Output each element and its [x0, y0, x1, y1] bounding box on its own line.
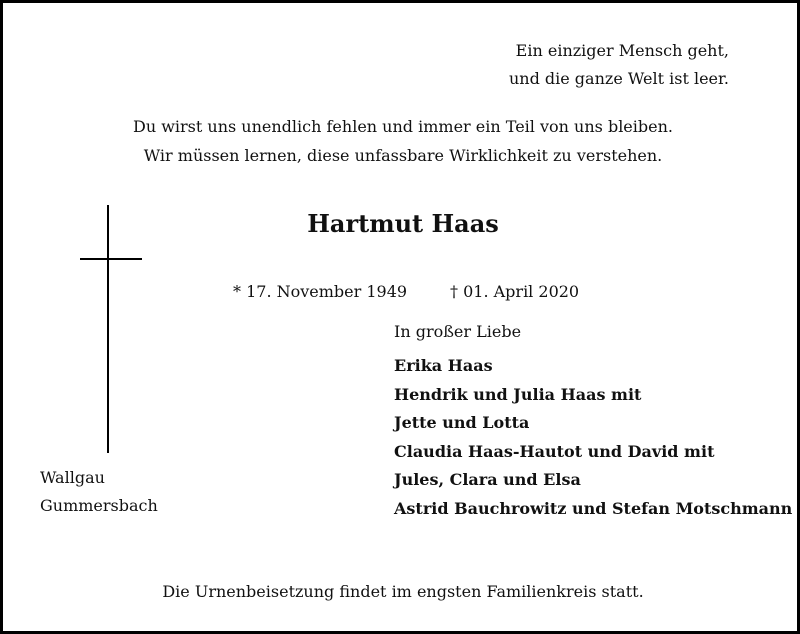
mourner-name: Astrid Bauchrowitz und Stefan Motschmann [394, 499, 793, 518]
cross-icon [107, 205, 109, 453]
mourner-name: Claudia Haas-Hautot und David mit [394, 442, 715, 461]
cross-icon-beam [80, 258, 142, 260]
verse-line-1: Du wirst uns unendlich fehlen und immer ein Teil von uns bleiben. [132, 117, 673, 136]
deceased-name: Hartmut Haas [307, 209, 499, 238]
mourners-intro: In großer Liebe [394, 322, 522, 341]
mourner-name: Jette und Lotta [394, 413, 530, 432]
birth-date: * 17. November 1949 [233, 282, 408, 301]
death-date: † 01. April 2020 [450, 282, 580, 301]
place-2: Gummersbach [40, 496, 158, 515]
mourner-name: Erika Haas [394, 356, 493, 375]
motto-line-1: Ein einziger Mensch geht, [515, 41, 729, 60]
mourner-name: Hendrik und Julia Haas mit [394, 385, 642, 404]
burial-notice: Die Urnenbeisetzung findet im engsten Familienkreis statt. [162, 582, 644, 601]
place-1: Wallgau [40, 468, 105, 487]
mourner-name: Jules, Clara und Elsa [394, 470, 581, 489]
verse-line-2: Wir müssen lernen, diese unfassbare Wirklichkeit zu verstehen. [143, 146, 663, 165]
motto-line-2: und die ganze Welt ist leer. [508, 69, 729, 88]
